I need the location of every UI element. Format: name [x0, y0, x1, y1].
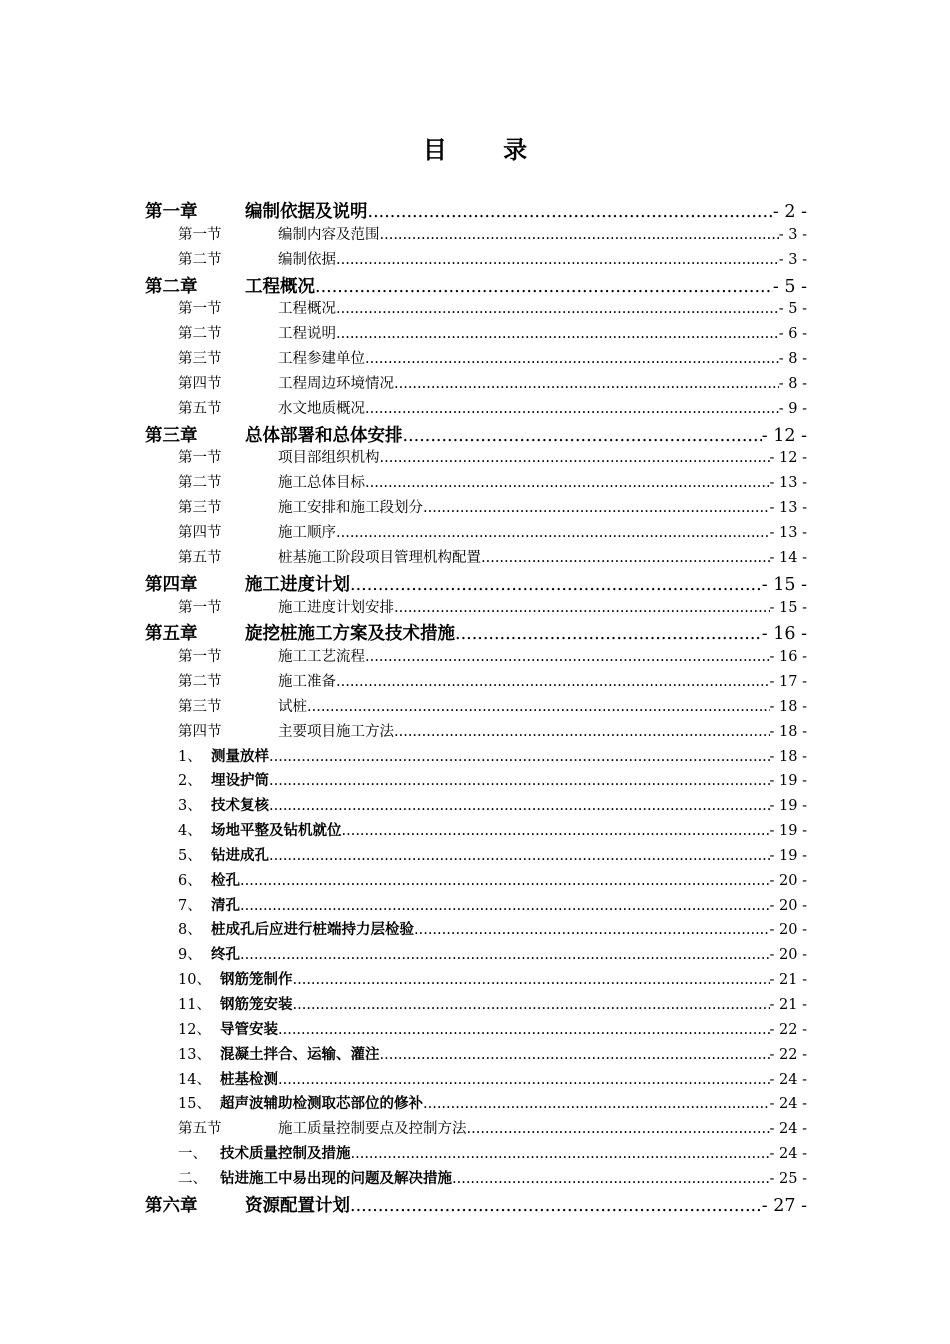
- toc-entry-title: 导管安装: [220, 1020, 278, 1038]
- toc-entry-number: 第五节: [178, 400, 222, 417]
- toc-entry-page: - 19 -: [769, 847, 807, 864]
- toc-dot-leader: [380, 450, 770, 466]
- toc-entry-section[interactable]: [145, 720, 807, 745]
- toc-entry-title: 检孔: [211, 871, 240, 889]
- toc-entry-item[interactable]: [145, 993, 807, 1018]
- toc-entry-number: 1、: [178, 748, 202, 765]
- toc-entry-title: 总体部署和总体安排: [245, 425, 403, 446]
- toc-entry-page: - 6 -: [778, 326, 807, 343]
- toc-entry-title: 钻进成孔: [211, 846, 269, 864]
- toc-entry-number: 5、: [178, 847, 202, 864]
- toc-entry-title: 桩基施工阶段项目管理机构配置: [278, 549, 481, 566]
- toc-dot-leader: [240, 873, 770, 889]
- toc-entry-item[interactable]: [145, 745, 807, 770]
- toc-entry-page: - 9 -: [778, 400, 807, 417]
- toc-entry-number: 第五节: [178, 549, 222, 566]
- toc-entry-page: - 14 -: [769, 549, 807, 566]
- toc-entry-page: - 18 -: [769, 698, 807, 715]
- toc-dot-leader: [481, 550, 770, 566]
- toc-entry-number: 第四章: [145, 574, 198, 595]
- toc-entry-title: 施工安排和施工段划分: [278, 500, 423, 517]
- toc-dot-leader: [365, 475, 770, 491]
- toc-dot-leader: [336, 252, 779, 268]
- toc-entry-title: 工程说明: [278, 326, 336, 343]
- toc-entry-page: - 21 -: [769, 997, 807, 1013]
- toc-dot-leader: [336, 301, 779, 317]
- toc-dot-leader: [336, 525, 770, 541]
- toc-dot-leader: [467, 1121, 770, 1137]
- toc-entry-chapter[interactable]: [145, 422, 807, 447]
- toc-dot-leader: [351, 1146, 770, 1162]
- toc-entry-number: 二、: [178, 1170, 207, 1187]
- toc-dot-leader: [342, 823, 770, 839]
- toc-entry-page: - 24 -: [769, 1121, 807, 1138]
- toc-entry-item[interactable]: [145, 1167, 807, 1192]
- toc-entry-page: - 25 -: [769, 1170, 807, 1187]
- toc-entry-number: 第一节: [178, 226, 222, 243]
- toc-dot-leader: [380, 1047, 770, 1063]
- toc-dot-leader: [350, 1196, 762, 1216]
- toc-entry-page: - 18 -: [769, 723, 807, 740]
- toc-entry-number: 第三章: [145, 425, 198, 446]
- toc-entry-title: 终孔: [211, 946, 240, 964]
- toc-entry-page: - 20 -: [769, 922, 807, 939]
- toc-entry-item[interactable]: [145, 894, 807, 919]
- toc-entry-section[interactable]: [145, 322, 807, 347]
- toc-dot-leader: [315, 277, 773, 297]
- toc-dot-leader: [380, 227, 779, 243]
- toc-entry-item[interactable]: [145, 1043, 807, 1068]
- toc-entry-item[interactable]: [145, 844, 807, 869]
- toc-entry-number: 第一节: [178, 450, 222, 467]
- toc-entry-number: 7、: [178, 897, 202, 914]
- toc-entry-page: - 5 -: [778, 301, 807, 318]
- toc-entry-title: 施工工艺流程: [278, 649, 365, 666]
- toc-entry-title: 技术复核: [211, 797, 269, 815]
- toc-entry-page: - 19 -: [769, 823, 807, 840]
- toc-entry-page: - 13 -: [769, 475, 807, 492]
- toc-entry-page: - 19 -: [769, 798, 807, 815]
- toc-entry-page: - 16 -: [761, 624, 807, 645]
- toc-entry-page: - 13 -: [769, 500, 807, 517]
- toc-entry-title: 混凝土拌合、运输、灌注: [220, 1045, 380, 1063]
- toc-entry-number: 9、: [178, 947, 202, 964]
- toc-entry-title: 钻进施工中易出现的问题及解决措施: [220, 1169, 452, 1187]
- toc-dot-leader: [278, 1072, 770, 1088]
- toc-entry-number: 2、: [178, 773, 202, 790]
- toc-entry-section[interactable]: [145, 521, 807, 546]
- toc-entry-title: 超声波辅助检测取芯部位的修补: [220, 1095, 423, 1113]
- toc-entry-number: 10、: [178, 972, 211, 989]
- toc-entry-item[interactable]: [145, 968, 807, 993]
- toc-entry-page: - 12 -: [761, 425, 807, 446]
- toc-entry-section[interactable]: [145, 297, 807, 322]
- toc-entry-page: - 3 -: [778, 251, 807, 268]
- toc-entry-item[interactable]: [145, 1018, 807, 1043]
- toc-dot-leader: [452, 1171, 770, 1187]
- toc-entry-page: - 20 -: [769, 897, 807, 914]
- toc-dot-leader: [368, 202, 773, 222]
- toc-entry-number: 第三节: [178, 500, 222, 517]
- toc-entry-number: 3、: [178, 798, 202, 815]
- toc-entry-section[interactable]: [145, 397, 807, 422]
- toc-dot-leader: [278, 1022, 770, 1038]
- toc-entry-title: 旋挖桩施工方案及技术措施: [245, 624, 455, 645]
- toc-dot-leader: [336, 326, 779, 342]
- toc-dot-leader: [394, 376, 779, 392]
- toc-entry-section[interactable]: [145, 645, 807, 670]
- toc-entry-number: 第六章: [145, 1195, 198, 1216]
- toc-entry-title: 编制依据及说明: [245, 202, 368, 222]
- toc-dot-leader: [269, 848, 770, 864]
- toc-entry-item[interactable]: [145, 794, 807, 819]
- toc-dot-leader: [414, 922, 770, 938]
- toc-dot-leader: [365, 351, 779, 367]
- toc-entry-number: 第二节: [178, 251, 222, 268]
- toc-entry-number: 第五节: [178, 1121, 222, 1138]
- toc-entry-section[interactable]: [145, 1117, 807, 1142]
- toc-dot-leader: [307, 699, 770, 715]
- toc-entry-section[interactable]: [145, 223, 807, 248]
- toc-entry-number: 6、: [178, 872, 202, 889]
- toc-entry-section[interactable]: [145, 546, 807, 571]
- toc-entry-section[interactable]: [145, 372, 807, 397]
- toc-entry-section[interactable]: [145, 496, 807, 521]
- toc-entry-item[interactable]: [145, 869, 807, 894]
- toc-entry-title: 水文地质概况: [278, 400, 365, 417]
- toc-entry-section[interactable]: [145, 446, 807, 471]
- toc-entry-title: 资源配置计划: [245, 1195, 350, 1216]
- toc-entry-item[interactable]: [145, 918, 807, 943]
- toc-entry-page: - 5 -: [772, 276, 807, 297]
- toc-entry-title: 试桩: [278, 698, 307, 715]
- toc-entry-number: 第二章: [145, 276, 198, 297]
- toc-entry-item[interactable]: [145, 769, 807, 794]
- table-of-contents: [145, 198, 807, 1217]
- toc-entry-page: - 22 -: [769, 1021, 807, 1038]
- toc-entry-number: 第一章: [145, 202, 198, 222]
- toc-entry-number: 11、: [178, 997, 211, 1013]
- toc-entry-page: - 20 -: [769, 872, 807, 889]
- toc-entry-chapter[interactable]: [145, 198, 807, 223]
- toc-entry-title: 埋设护筒: [211, 772, 269, 790]
- toc-entry-number: 第四节: [178, 723, 222, 740]
- toc-dot-leader: [423, 500, 770, 516]
- toc-dot-leader: [293, 997, 770, 1013]
- toc-dot-leader: [240, 947, 770, 963]
- toc-dot-leader: [403, 426, 762, 446]
- toc-entry-chapter[interactable]: [145, 273, 807, 298]
- toc-entry-number: 第四节: [178, 524, 222, 541]
- toc-entry-title: 施工进度计划: [245, 574, 350, 595]
- toc-entry-title: 清孔: [211, 896, 240, 914]
- toc-entry-number: 第二节: [178, 475, 222, 492]
- toc-dot-leader: [269, 773, 770, 789]
- toc-entry-title: 场地平整及钻机就位: [211, 822, 342, 840]
- toc-entry-title: 施工质量控制要点及控制方法: [278, 1121, 467, 1138]
- toc-entry-section[interactable]: [145, 695, 807, 720]
- toc-entry-section[interactable]: [145, 248, 807, 273]
- toc-entry-page: - 17 -: [769, 674, 807, 691]
- toc-entry-title: 工程参建单位: [278, 351, 365, 368]
- toc-entry-page: - 15 -: [769, 599, 807, 616]
- toc-entry-title: 编制依据: [278, 251, 336, 268]
- toc-entry-page: - 19 -: [769, 773, 807, 790]
- toc-entry-page: - 24 -: [769, 1071, 807, 1088]
- toc-dot-leader: [293, 972, 770, 988]
- toc-entry-title: 桩基检测: [220, 1070, 278, 1088]
- toc-entry-page: - 15 -: [761, 574, 807, 595]
- toc-entry-section[interactable]: [145, 471, 807, 496]
- toc-entry-title: 技术质量控制及措施: [220, 1145, 351, 1163]
- toc-entry-page: - 3 -: [778, 226, 807, 243]
- toc-entry-title: 桩成孔后应进行桩端持力层检验: [211, 921, 414, 939]
- toc-entry-page: - 2 -: [772, 202, 807, 222]
- toc-entry-page: - 16 -: [769, 649, 807, 666]
- toc-entry-item[interactable]: [145, 1142, 807, 1167]
- toc-dot-leader: [350, 575, 762, 595]
- toc-entry-title: 施工准备: [278, 674, 336, 691]
- toc-entry-title: 主要项目施工方法: [278, 723, 394, 740]
- toc-entry-page: - 13 -: [769, 524, 807, 541]
- toc-entry-section[interactable]: [145, 596, 807, 621]
- toc-entry-page: - 12 -: [769, 450, 807, 467]
- toc-entry-number: 第四节: [178, 375, 222, 392]
- toc-entry-number: 第二节: [178, 326, 222, 343]
- toc-entry-chapter[interactable]: [145, 1192, 807, 1217]
- toc-entry-page: - 24 -: [769, 1096, 807, 1113]
- toc-entry-number: 8、: [178, 922, 202, 939]
- toc-entry-number: 第三节: [178, 351, 222, 368]
- toc-entry-title: 项目部组织机构: [278, 450, 380, 467]
- toc-entry-title: 工程概况: [278, 301, 336, 318]
- toc-entry-number: 12、: [178, 1021, 211, 1038]
- toc-entry-title: 钢筋笼安装: [220, 996, 293, 1013]
- toc-dot-leader: [394, 724, 770, 740]
- toc-dot-leader: [365, 401, 779, 417]
- toc-entry-number: 13、: [178, 1046, 211, 1063]
- toc-entry-page: - 18 -: [769, 748, 807, 765]
- toc-entry-chapter[interactable]: [145, 620, 807, 645]
- toc-entry-number: 15、: [178, 1096, 211, 1113]
- toc-entry-page: - 22 -: [769, 1046, 807, 1063]
- toc-entry-title: 工程概况: [245, 276, 315, 297]
- toc-dot-leader: [423, 1096, 770, 1112]
- toc-entry-number: 第一节: [178, 649, 222, 666]
- toc-entry-title: 钢筋笼制作: [220, 971, 293, 989]
- toc-dot-leader: [269, 798, 770, 814]
- toc-entry-number: 第五章: [145, 624, 198, 645]
- toc-entry-number: 第二节: [178, 674, 222, 691]
- toc-entry-number: 14、: [178, 1071, 211, 1088]
- toc-entry-page: - 24 -: [769, 1146, 807, 1163]
- toc-entry-chapter[interactable]: [145, 571, 807, 596]
- toc-entry-page: - 21 -: [769, 972, 807, 989]
- toc-entry-number: 第一节: [178, 599, 222, 616]
- toc-entry-page: - 20 -: [769, 947, 807, 964]
- toc-entry-page: - 8 -: [778, 375, 807, 392]
- toc-entry-number: 一、: [178, 1146, 207, 1163]
- toc-entry-title: 编制内容及范围: [278, 226, 380, 243]
- toc-entry-title: 测量放样: [211, 747, 269, 765]
- toc-entry-section[interactable]: [145, 670, 807, 695]
- toc-entry-item[interactable]: [145, 1068, 807, 1093]
- toc-entry-page: - 8 -: [778, 351, 807, 368]
- toc-entry-title: 工程周边环境情况: [278, 375, 394, 392]
- toc-dot-leader: [394, 600, 770, 616]
- toc-dot-leader: [365, 649, 770, 665]
- toc-dot-leader: [336, 674, 770, 690]
- toc-dot-leader: [455, 624, 762, 644]
- toc-entry-section[interactable]: [145, 347, 807, 372]
- toc-entry-item[interactable]: [145, 819, 807, 844]
- toc-entry-item[interactable]: [145, 1092, 807, 1117]
- toc-entry-number: 第三节: [178, 698, 222, 715]
- toc-entry-title: 施工总体目标: [278, 475, 365, 492]
- toc-entry-title: 施工进度计划安排: [278, 599, 394, 616]
- toc-title: 目 录: [422, 135, 552, 164]
- toc-entry-title: 施工顺序: [278, 524, 336, 541]
- toc-entry-page: - 27 -: [761, 1195, 807, 1216]
- toc-dot-leader: [240, 898, 770, 914]
- toc-dot-leader: [269, 749, 770, 765]
- toc-entry-number: 4、: [178, 823, 202, 840]
- toc-entry-item[interactable]: [145, 943, 807, 968]
- toc-entry-number: 第一节: [178, 301, 222, 318]
